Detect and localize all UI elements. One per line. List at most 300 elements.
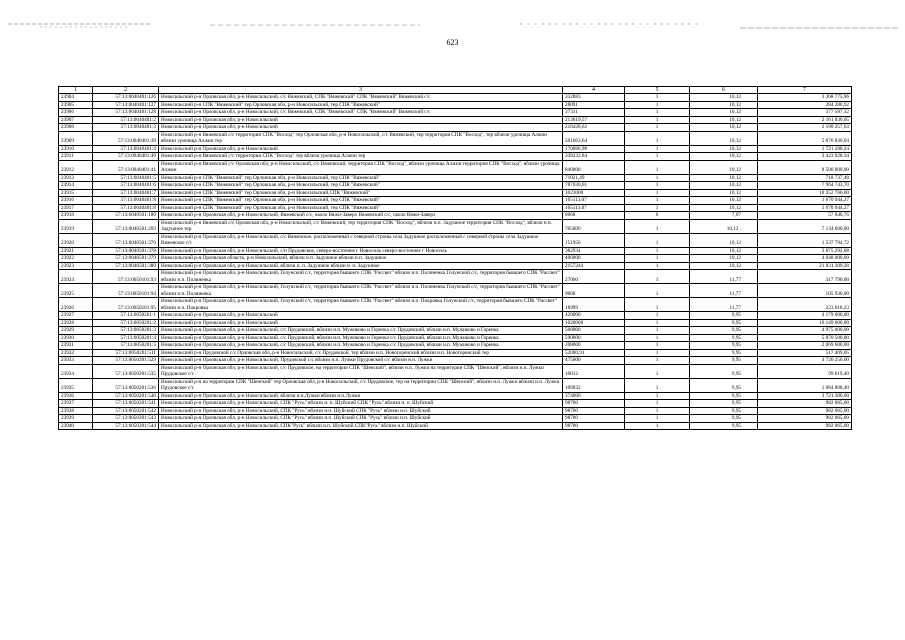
table-cell-area: 500000 <box>563 327 625 335</box>
table-cell-value: 377 587,32 <box>758 109 852 117</box>
table-cell-qty: 1 <box>625 116 690 124</box>
table-cell-cad: 57:13:0040401:4 <box>93 145 159 153</box>
table-cell-no: 23906 <box>59 109 93 117</box>
table-cell-area: 213619,57 <box>563 116 625 124</box>
table-cell-cad: 57:13:0040401:5 <box>93 174 159 182</box>
table-cell-qty: 1 <box>625 319 690 327</box>
table-cell-cad: 57:13:0040401:7 <box>93 189 159 197</box>
table-row <box>59 415 852 423</box>
table-cell-qty: 1 <box>625 94 690 102</box>
table-cell-qty: 1 <box>625 334 690 342</box>
table-cell-value: 3 875 292,08 <box>758 247 852 255</box>
table-cell-no: 23917 <box>59 204 93 212</box>
table-cell-area: 27000 <box>563 270 625 284</box>
table-cell-no: 23935 <box>59 378 93 392</box>
table-cell-value: 1 084 868,40 <box>758 378 852 392</box>
table-cell-rate: 10,12 <box>690 101 758 109</box>
table-cell-no: 23905 <box>59 101 93 109</box>
table-cell-value: 1 721 280,24 <box>758 145 852 153</box>
table-cell-rate: 9,95 <box>690 407 758 415</box>
table-cell-qty: 1 <box>625 247 690 255</box>
table-cell-value: 10 149 000,00 <box>758 319 852 327</box>
table-cell-qty: 1 <box>625 160 690 174</box>
table-cell-rate: 10,12 <box>690 131 758 145</box>
column-header: 1 <box>59 87 93 94</box>
table-cell-addr: Новосильский р-н Орловская обл, р-н Новосильский, СПК "Русь" вблизи н. п. Шуйский СПК "Русь" вблизи н. п. Шуйский <box>159 400 563 408</box>
table-cell-cad: 57:13:0050201:4 <box>93 334 159 342</box>
table-cell-cad: 57:13:0050201:511 <box>93 349 159 357</box>
table-cell-value: 718 737,48 <box>758 174 852 182</box>
table-cell-area: 9000 <box>563 284 625 298</box>
table-cell-qty: 1 <box>625 124 690 132</box>
table-cell-no: 23918 <box>59 212 93 220</box>
table-row <box>59 422 852 430</box>
table-cell-rate: 10,12 <box>690 94 758 102</box>
table-header-row <box>59 87 852 94</box>
table-cell-addr: Новосильский р-н Орловская обл, р-н Новосильский, с/с Прудовский, вблизи н.п. Мужиково и Горенка с/с Прудовский, вблизи н.п. Мужиково и Горенка <box>159 342 563 350</box>
table-cell-qty: 1 <box>625 153 690 161</box>
table-cell-qty: 1 <box>625 262 690 270</box>
table-cell-value: 3 368 775,96 <box>758 94 852 102</box>
table-cell-rate: 9,95 <box>690 415 758 423</box>
table-cell-cad: 57:13:0050201:540 <box>93 392 159 400</box>
table-cell-area: 151956 <box>563 233 625 247</box>
table-cell-cad: 57:13:0040501:370 <box>93 233 159 247</box>
table-cell-addr: Новосильский р-н Вяжевский с/с территории СПК "Восход" тер Орловская обл, р-н Новосильский, с/с Вяжевский, тер территория СПК "Восход", тер вблизи урочища Алжин вблизи урочища Алжин тер <box>159 131 563 145</box>
table-cell-area: 216428,62 <box>563 124 625 132</box>
table-row <box>59 189 852 197</box>
table-cell-addr: Новосильский р-н СПК "Вяжевский" тер Орловская обл, р-н Новосильский, тер СПК "Вяжевский" <box>159 174 563 182</box>
table-cell-rate: 9,95 <box>690 327 758 335</box>
table-cell-rate: 11,77 <box>690 284 758 298</box>
table-cell-value: 3 423 928,34 <box>758 153 852 161</box>
table-cell-value: 5 870 500,00 <box>758 334 852 342</box>
table-cell-rate: 10,12 <box>690 204 758 212</box>
table-cell-addr: Новосильский р-н Орловская обл, р-н Новосильский, с/с Прудовский, вблизи н.п. Мужиково и Горенка с/с Прудовский, вблизи н.п. Мужиково и Горенка <box>159 334 563 342</box>
table-cell-rate: 9,95 <box>690 334 758 342</box>
table-cell-no: 23909 <box>59 131 93 145</box>
table-cell-area: 374000 <box>563 392 625 400</box>
table-cell-cad: 57:13:0040501:293 <box>93 219 159 233</box>
table-row <box>59 392 852 400</box>
table-cell-area: 8068 <box>563 212 625 220</box>
table-cell-addr: Новосильский р-н Орловская обл, р-н Новосильский <box>159 145 563 153</box>
table-cell-addr: Новосильский р-н Орловская обл, р-н Новосильский, СПК "Русь" вблизи н.п. Шуйский СПК "Русь" вблизи н.п. Шуйский <box>159 407 563 415</box>
table-cell-addr: Новосильский р-н Орловская обл, р-н Новосильский, с/с Вяжевский, СПК "Вяжевский" СПК "Вяжевский" Вяжевский с/с <box>159 109 563 117</box>
table-cell-cad: 57:13:0050201:3 <box>93 327 159 335</box>
table-cell-rate: 9,95 <box>690 422 758 430</box>
table-cell-value: 10 352 760,00 <box>758 189 852 197</box>
table-cell-cad: 57:13:0040401:41 <box>93 160 159 174</box>
table-cell-no: 23926 <box>59 298 93 312</box>
table-cell-qty: 1 <box>625 174 690 182</box>
table-cell-value: 1 670 944,27 <box>758 197 852 205</box>
table-row <box>59 407 852 415</box>
table-cell-area: 170086,98 <box>563 145 625 153</box>
table-cell-qty: 1 <box>625 131 690 145</box>
table-cell-no: 23916 <box>59 197 93 205</box>
table-cell-addr: Новосильский р-н Вяжевский с/с Орловская обл, р-н Новосильский, с/с Вяжевский, тер территория СПК "Восход", вблизи н.п. Задушное территория СПК "Восход", вблизи н.п. Задушное тер <box>159 219 563 233</box>
page-number: 623 <box>446 38 459 47</box>
table-cell-area: 98700 <box>563 422 625 430</box>
table-cell-value: 57 040,76 <box>758 212 852 220</box>
table-cell-qty: 1 <box>625 407 690 415</box>
table-cell-rate: 10,12 <box>690 116 758 124</box>
table-cell-addr: Новосильский р-н Орловская обл, р-н Новосильский, Голунский с/с, территория бывшего СПК "Рассвет" вблизи н.п. Полиненка Голунский с/с, территория бывшего СПК "Рассвет" вблизи н.п. Полиненка <box>159 284 563 298</box>
table-cell-no: 23930 <box>59 334 93 342</box>
table-cell-no: 23936 <box>59 392 93 400</box>
table-cell-addr: Новосильский р-н Орловская обл, р-н Новосильский, с/с Вяжевское, расположенный с северной строны села Задушное расположенный с северной строны села Задушное Вяжевское с/с <box>159 233 563 247</box>
table-cell-no: 23921 <box>59 247 93 255</box>
table-cell-no: 23910 <box>59 145 93 153</box>
table-cell-value: 982 065,00 <box>758 422 852 430</box>
table-cell-value: 4 975 000,00 <box>758 327 852 335</box>
table-row <box>59 334 852 342</box>
table-cell-value: 4 048 000,00 <box>758 255 852 263</box>
table-cell-qty: 1 <box>625 357 690 365</box>
table-cell-addr: Новосильский р-н Орловская обл, р-н Новосильский <box>159 319 563 327</box>
table-cell-value: 7 134 600,00 <box>758 219 852 233</box>
table-cell-area: 165113,07 <box>563 197 625 205</box>
table-cell-rate: 10,12 <box>690 262 758 270</box>
table-row <box>59 219 852 233</box>
table-cell-cad: 57:13:0040401:8 <box>93 204 159 212</box>
table-cell-value: 2 190 257,63 <box>758 124 852 132</box>
table-cell-rate: 10,12 <box>690 124 758 132</box>
table-cell-cad: 57:13:0040401:40 <box>93 153 159 161</box>
table-cell-no: 23938 <box>59 407 93 415</box>
table-cell-no: 23937 <box>59 400 93 408</box>
table-row <box>59 349 852 357</box>
table-cell-qty: 6 <box>625 212 690 220</box>
table-cell-rate: 9,95 <box>690 392 758 400</box>
table-cell-qty: 1 <box>625 298 690 312</box>
table-cell-area: 37311 <box>563 109 625 117</box>
table-cell-value: 99 619,40 <box>758 364 852 378</box>
table-cell-rate: 10,12 <box>690 197 758 205</box>
table-cell-area: 338332,84 <box>563 153 625 161</box>
table-cell-addr: Новосильский р-н на территории СПК "Шенский" тер Орловская обл, р-н Новосильский, с/с Прудовское, тер на территории СПК "Шенский", вблизи н.п. Лужки вблизи н.п. Лужки Прудовское с/с <box>159 378 563 392</box>
table-cell-value: 317 790,00 <box>758 270 852 284</box>
table-cell-qty: 1 <box>625 189 690 197</box>
table-cell-value: 21 831 309,28 <box>758 262 852 270</box>
table-row <box>59 94 852 102</box>
table-row <box>59 378 852 392</box>
table-row <box>59 312 852 320</box>
table-cell-addr: Новосильский р-н Орловская обл, р-н Новосильский, с/с Прудовский, вблизи н.п. Мужиково и Горенка с/с Прудовский, вблизи н.п. Мужиково и Горенка <box>159 327 563 335</box>
table-cell-value: 982 065,00 <box>758 415 852 423</box>
table-cell-rate: 9,95 <box>690 364 758 378</box>
table-row <box>59 145 852 153</box>
table-cell-area: 1023000 <box>563 189 625 197</box>
table-cell-rate: 11,77 <box>690 298 758 312</box>
table-cell-addr: Новосильский р-н Орловская область, р-н Новосильский, вблизи н.п. Задушное вблизи н.п. Задушное <box>159 255 563 263</box>
table-cell-cad: 57:13:0040401:126 <box>93 94 159 102</box>
table-cell-rate: 10,12 . <box>690 219 758 233</box>
table-cell-area: 208000 <box>563 342 625 350</box>
table-cell-cad: 57:13:0040401:39 <box>93 131 159 145</box>
table-cell-cad: 57:13:0050201:541 <box>93 400 159 408</box>
table-cell-qty: 1 <box>625 197 690 205</box>
table-cell-qty: 1 <box>625 342 690 350</box>
table-cell-no: 23919 <box>59 219 93 233</box>
column-header: 3 <box>159 87 563 94</box>
table-cell-no: 23940 <box>59 422 93 430</box>
table-cell-cad: 57:13:0050201:529 <box>93 357 159 365</box>
column-header: 7 <box>758 87 852 94</box>
table-cell-no: 23927 <box>59 312 93 320</box>
table-row <box>59 284 852 298</box>
table-cell-qty: 1 <box>625 145 690 153</box>
table-cell-cad: 57:13:0040501:180 <box>93 212 159 220</box>
table-cell-value: 5 076 836,04 <box>758 131 852 145</box>
table-cell-qty: 1 <box>625 101 690 109</box>
table-cell-area: 98700 <box>563 400 625 408</box>
table-cell-cad: 57:13:0050201:5 <box>93 342 159 350</box>
table-cell-area: 420000 <box>563 312 625 320</box>
table-cell-area: 10012 <box>563 364 625 378</box>
table-cell-no: 23922 <box>59 255 93 263</box>
table-cell-cad: 57:13:0040401:2 <box>93 116 159 124</box>
table-row <box>59 247 852 255</box>
table-cell-addr: Новосильский р-н Орловская обл, р-н Новосильский, вблизи н.п.Лужки вблизи н.п.Лужки <box>159 392 563 400</box>
table-cell-area: 475000 <box>563 357 625 365</box>
column-header: 5 <box>625 87 690 94</box>
table-cell-addr: Новосильский р-н Орловская обл, р-н Новосильский, с/п Прудовское, северо-восточнее г Новосиль северо-восточнее г Новосиль <box>159 247 563 255</box>
table-row <box>59 124 852 132</box>
table-cell-no: 23908 <box>59 124 93 132</box>
table-cell-no: 23932 <box>59 349 93 357</box>
table-cell-no: 23923 <box>59 262 93 270</box>
table-cell-rate: 10,12 <box>690 153 758 161</box>
table-cell-no: 23933 <box>59 357 93 365</box>
table-cell-qty: 1 <box>625 364 690 378</box>
table-cell-no: 23912 <box>59 160 93 174</box>
table-cell-no: 23915 <box>59 189 93 197</box>
table-cell-rate: 10,12 <box>690 109 758 117</box>
table-cell-rate: 11,77 <box>690 270 758 284</box>
table-cell-area: 787030,01 <box>563 182 625 190</box>
table-cell-value: 1 537 794,72 <box>758 233 852 247</box>
table-cell-no: 23913 <box>59 174 93 182</box>
table-row <box>59 262 852 270</box>
table-cell-qty: 1 <box>625 392 690 400</box>
table-cell-area: 705000 <box>563 219 625 233</box>
table-cell-qty: 1 <box>625 233 690 247</box>
table-cell-cad: 57:13:0050201:544 <box>93 422 159 430</box>
table-cell-addr: Новосильский р-н Орловская обл, р-н Новосильский, СПК "Русь" вблизи н.п. Шуйский СПК "Русь" вблизи н.п. Шуйский <box>159 415 563 423</box>
table-cell-value: 284 280,92 <box>758 101 852 109</box>
table-cell-qty: 1 <box>625 400 690 408</box>
table-cell-rate: 9,95 <box>690 400 758 408</box>
table-cell-cad: 57:13:0050201:535 <box>93 364 159 378</box>
table-cell-area: 382934 <box>563 247 625 255</box>
table-cell-no: 23934 <box>59 364 93 378</box>
table-cell-no: 23925 <box>59 284 93 298</box>
table-cell-cad: 57:13:0040401:6 <box>93 182 159 190</box>
column-header: 6 <box>690 87 758 94</box>
table-cell-addr: Новосильский р-н Орловская обл, р-н Новосильский, Голунский с/с, территория бывшего СПК "Рассвет" вблизи н.п. Полиненка Голунский с/с, территория бывшего СПК "Рассвет" вблизи н.п. Полиненка <box>159 270 563 284</box>
table-cell-cad: 57:13:0050201:542 <box>93 407 159 415</box>
table-row <box>59 270 852 284</box>
table-cell-cad: 57:13:0050201:1 <box>93 312 159 320</box>
table-cell-addr: Новосильский р-н Вяжевский с/с Орловская обл, р-н Новосильский, с/с Вяжевский, территория СПК "Восход", вблизи урочища Алжин территория СПК "Восход", вблизи урочища Алжин <box>159 160 563 174</box>
table-cell-addr: Новосильский р-н Орловская обл, р-н Новосильский, Вяжевский с/с, около Вяжи-Заверх Вяжевский с/с, около Вяжи-Заверх <box>159 212 563 220</box>
table-cell-no: 23920 <box>59 233 93 247</box>
table-cell-area: 98700 <box>563 407 625 415</box>
table-cell-addr: Новосильский р-н Орловская обл, р-н Новосильский <box>159 124 563 132</box>
table-cell-no: 23929 <box>59 327 93 335</box>
table-cell-value: 105 930,00 <box>758 284 852 298</box>
table-row <box>59 160 852 174</box>
table-cell-value: 3 721 300,00 <box>758 392 852 400</box>
table-cell-value: 8 500 800,00 <box>758 160 852 174</box>
table-cell-qty: 1 <box>625 284 690 298</box>
table-row <box>59 109 852 117</box>
table-cell-rate: 9,95 <box>690 378 758 392</box>
table-cell-value: 223 618,23 <box>758 298 852 312</box>
table-row <box>59 197 852 205</box>
table-cell-area: 840000 <box>563 160 625 174</box>
table-cell-qty: 1 <box>625 182 690 190</box>
table-cell-addr: Новосильский р-н Орловская обл, р-н Новосильский, СПК"Русь" вблизи н.п. Шуйский СПК"Русь" вблизи н.п. Шуйский <box>159 422 563 430</box>
table-cell-addr: Новосильский р-н Орловская обл, р-н Новосильский, Прудовской с/с вблизи н.п. Лужки Прудовской с/с вблизи н.п. Лужки <box>159 357 563 365</box>
table-cell-area: 71021,49 <box>563 174 625 182</box>
cadastral-table <box>58 86 852 430</box>
table-cell-cad: 57:13:0050201:543 <box>93 415 159 423</box>
table-cell-rate: 9,95 <box>690 349 758 357</box>
table-cell-addr: Новосильский р-н СПК "Вяжевский" тер Орловская обл, р-н Новосильский, тер СПК "Вяжевский" <box>159 204 563 212</box>
table-cell-area: 501663,64 <box>563 131 625 145</box>
table-cell-rate: 7,07 <box>690 212 758 220</box>
table-cell-rate: 9,95 <box>690 312 758 320</box>
table-row <box>59 153 852 161</box>
table-cell-cad: 57:13:0040401:8 <box>93 197 159 205</box>
table-row <box>59 174 852 182</box>
table-cell-value: 4 179 000,00 <box>758 312 852 320</box>
table-cell-cad: 57:13:0040401:127 <box>93 101 159 109</box>
table-cell-qty: 1 <box>625 415 690 423</box>
table-cell-addr: Новосильский р-н Орловская обл, р-н Новосильский, с/с Вяжевский, СПК "Вяжевский" СПК "Вяжевский" Вяжевский с/с <box>159 94 563 102</box>
table-cell-rate: 10,12 <box>690 182 758 190</box>
table-cell-addr: Новосильский р-н СПК "Вяжевский" тер Орловская обл, р-н Новосильский, тер СПК "Вяжевский" <box>159 182 563 190</box>
table-cell-cad: 57:13:0040501:380 <box>93 262 159 270</box>
table-cell-cad: 57:13:0040501:378 <box>93 247 159 255</box>
table-cell-qty: 1 <box>625 349 690 357</box>
table-cell-area: 18999 <box>563 298 625 312</box>
table-cell-no: 23931 <box>59 342 93 350</box>
table-cell-value: 2 161 830,05 <box>758 116 852 124</box>
table-cell-area: 2157244 <box>563 262 625 270</box>
table-cell-addr: Новосильский р-н СПК "Вяжевский" тер Орловская обл, р-н Новосильский, тер СПК "Вяжевский" <box>159 197 563 205</box>
table-row <box>59 212 852 220</box>
table-cell-area: 109032 <box>563 378 625 392</box>
table-cell-no: 23914 <box>59 182 93 190</box>
table-cell-area: 52000,91 <box>563 349 625 357</box>
table-cell-qty: 1 <box>625 255 690 263</box>
table-cell-rate: 9,95 <box>690 342 758 350</box>
table-cell-no: 23939 <box>59 415 93 423</box>
table-cell-cad: 57:13:0050201:2 <box>93 319 159 327</box>
table-cell-cad: 57:13:0040501:379 <box>93 255 159 263</box>
table-cell-rate: 10,12 <box>690 255 758 263</box>
table-cell-area: 98700 <box>563 415 625 423</box>
table-cell-cad: 57:13:0040401:128 <box>93 109 159 117</box>
table-cell-cad: 57:13:0040401:3 <box>93 124 159 132</box>
table-cell-addr: Новосильский р-н Прудовской с/с Орловская обл, р-н Новосильский, с/с Прудовской, тер вблизи н.п. Новогоренский вблизи н.п. Новогоренский тер <box>159 349 563 357</box>
table-cell-value: 1 670 944,27 <box>758 204 852 212</box>
table-cell-cad: 57:13:0050101:95 <box>93 298 159 312</box>
table-cell-rate: 10,12 <box>690 160 758 174</box>
table-cell-value: 982 065,00 <box>758 407 852 415</box>
table-cell-rate: 10,12 <box>690 233 758 247</box>
table-cell-no: 23928 <box>59 319 93 327</box>
scan-header-artifacts <box>0 0 905 40</box>
table-cell-addr: Новосильский р-н СПК "Вяжевский" тер Орловская обл, р-н Новосильский, тер СПК "Вяжевский" <box>159 101 563 109</box>
table-cell-qty: 1 <box>625 109 690 117</box>
table-cell-addr: Новосильский р-н Орловская обл, р-н Новосильский <box>159 116 563 124</box>
table-cell-rate: 10,12 <box>690 174 758 182</box>
table-row <box>59 101 852 109</box>
table-cell-qty: 1 <box>625 327 690 335</box>
table-cell-no: 23924 <box>59 270 93 284</box>
table-cell-addr: Новосильский р-н Орловская обл, р-н Новосильский, вблизи н. п. Задушное вблизи н. п. Задушное <box>159 262 563 270</box>
table-cell-rate: 9,95 <box>690 319 758 327</box>
table-row <box>59 298 852 312</box>
table-row <box>59 204 852 212</box>
column-header: 2 <box>93 87 159 94</box>
table-cell-value: 4 726 250,00 <box>758 357 852 365</box>
table-cell-value: 7 964 743,70 <box>758 182 852 190</box>
table-row <box>59 233 852 247</box>
table-cell-qty: 1 <box>625 219 690 233</box>
table-cell-value: 517 409,05 <box>758 349 852 357</box>
table-cell-qty: 1 <box>625 204 690 212</box>
table-row <box>59 342 852 350</box>
column-header: 4 <box>563 87 625 94</box>
table-cell-qty: 1 <box>625 270 690 284</box>
table-cell-addr: Новосильский р-н СПК "Вяжевский" тер Орловская обл, р-н Новосильский,СПК "Вяжевский" <box>159 189 563 197</box>
table-cell-no: 23904 <box>59 94 93 102</box>
table-cell-area: 165113,07 <box>563 204 625 212</box>
table-cell-cad: 57:13:0050201:536 <box>93 378 159 392</box>
table-row <box>59 255 852 263</box>
table-cell-addr: Новосильский р-н Орловская обл, р-н Новосильский, Голунский с/с, территория бывшего СПК "Рассвет" вблизи н.п. Покровка Голунский с/с, территория бывшего СПК "Рассвет" вблизи н.п. Покровка <box>159 298 563 312</box>
table-cell-rate: 10,12 <box>690 247 758 255</box>
table-cell-cad: 57:13:0050101:94 <box>93 284 159 298</box>
table-cell-area: 400000 <box>563 255 625 263</box>
table-cell-addr: Новосильский р-н Орловская обл, р-н Новосильский, с/с Прудовское, на территории СПК "Шенский", вблизи н.п. Лужки на территории СПК "Шенский", вблизи н.п. Лужки Прудовское с/с <box>159 364 563 378</box>
table-row <box>59 327 852 335</box>
table-cell-area: 28091 <box>563 101 625 109</box>
table-cell-addr: Новосильский р-н Вяжевский с/с территории СПК "Восход" тер вблизи урочища Алжин тер <box>159 153 563 161</box>
table-row <box>59 400 852 408</box>
table-cell-no: 23911 <box>59 153 93 161</box>
table-cell-area: 590000 <box>563 334 625 342</box>
table-cell-rate: 10,12 <box>690 189 758 197</box>
table-cell-rate: 9,95 <box>690 357 758 365</box>
table-row <box>59 364 852 378</box>
table-cell-qty: 1 <box>625 422 690 430</box>
table-row <box>59 131 852 145</box>
table-body <box>59 94 852 430</box>
table-cell-value: 2 069 600,00 <box>758 342 852 350</box>
table-row <box>59 116 852 124</box>
table-cell-value: 982 065,00 <box>758 400 852 408</box>
table-cell-qty: 1 <box>625 378 690 392</box>
table-cell-rate: 10,12 <box>690 145 758 153</box>
table-cell-area: 332883 <box>563 94 625 102</box>
